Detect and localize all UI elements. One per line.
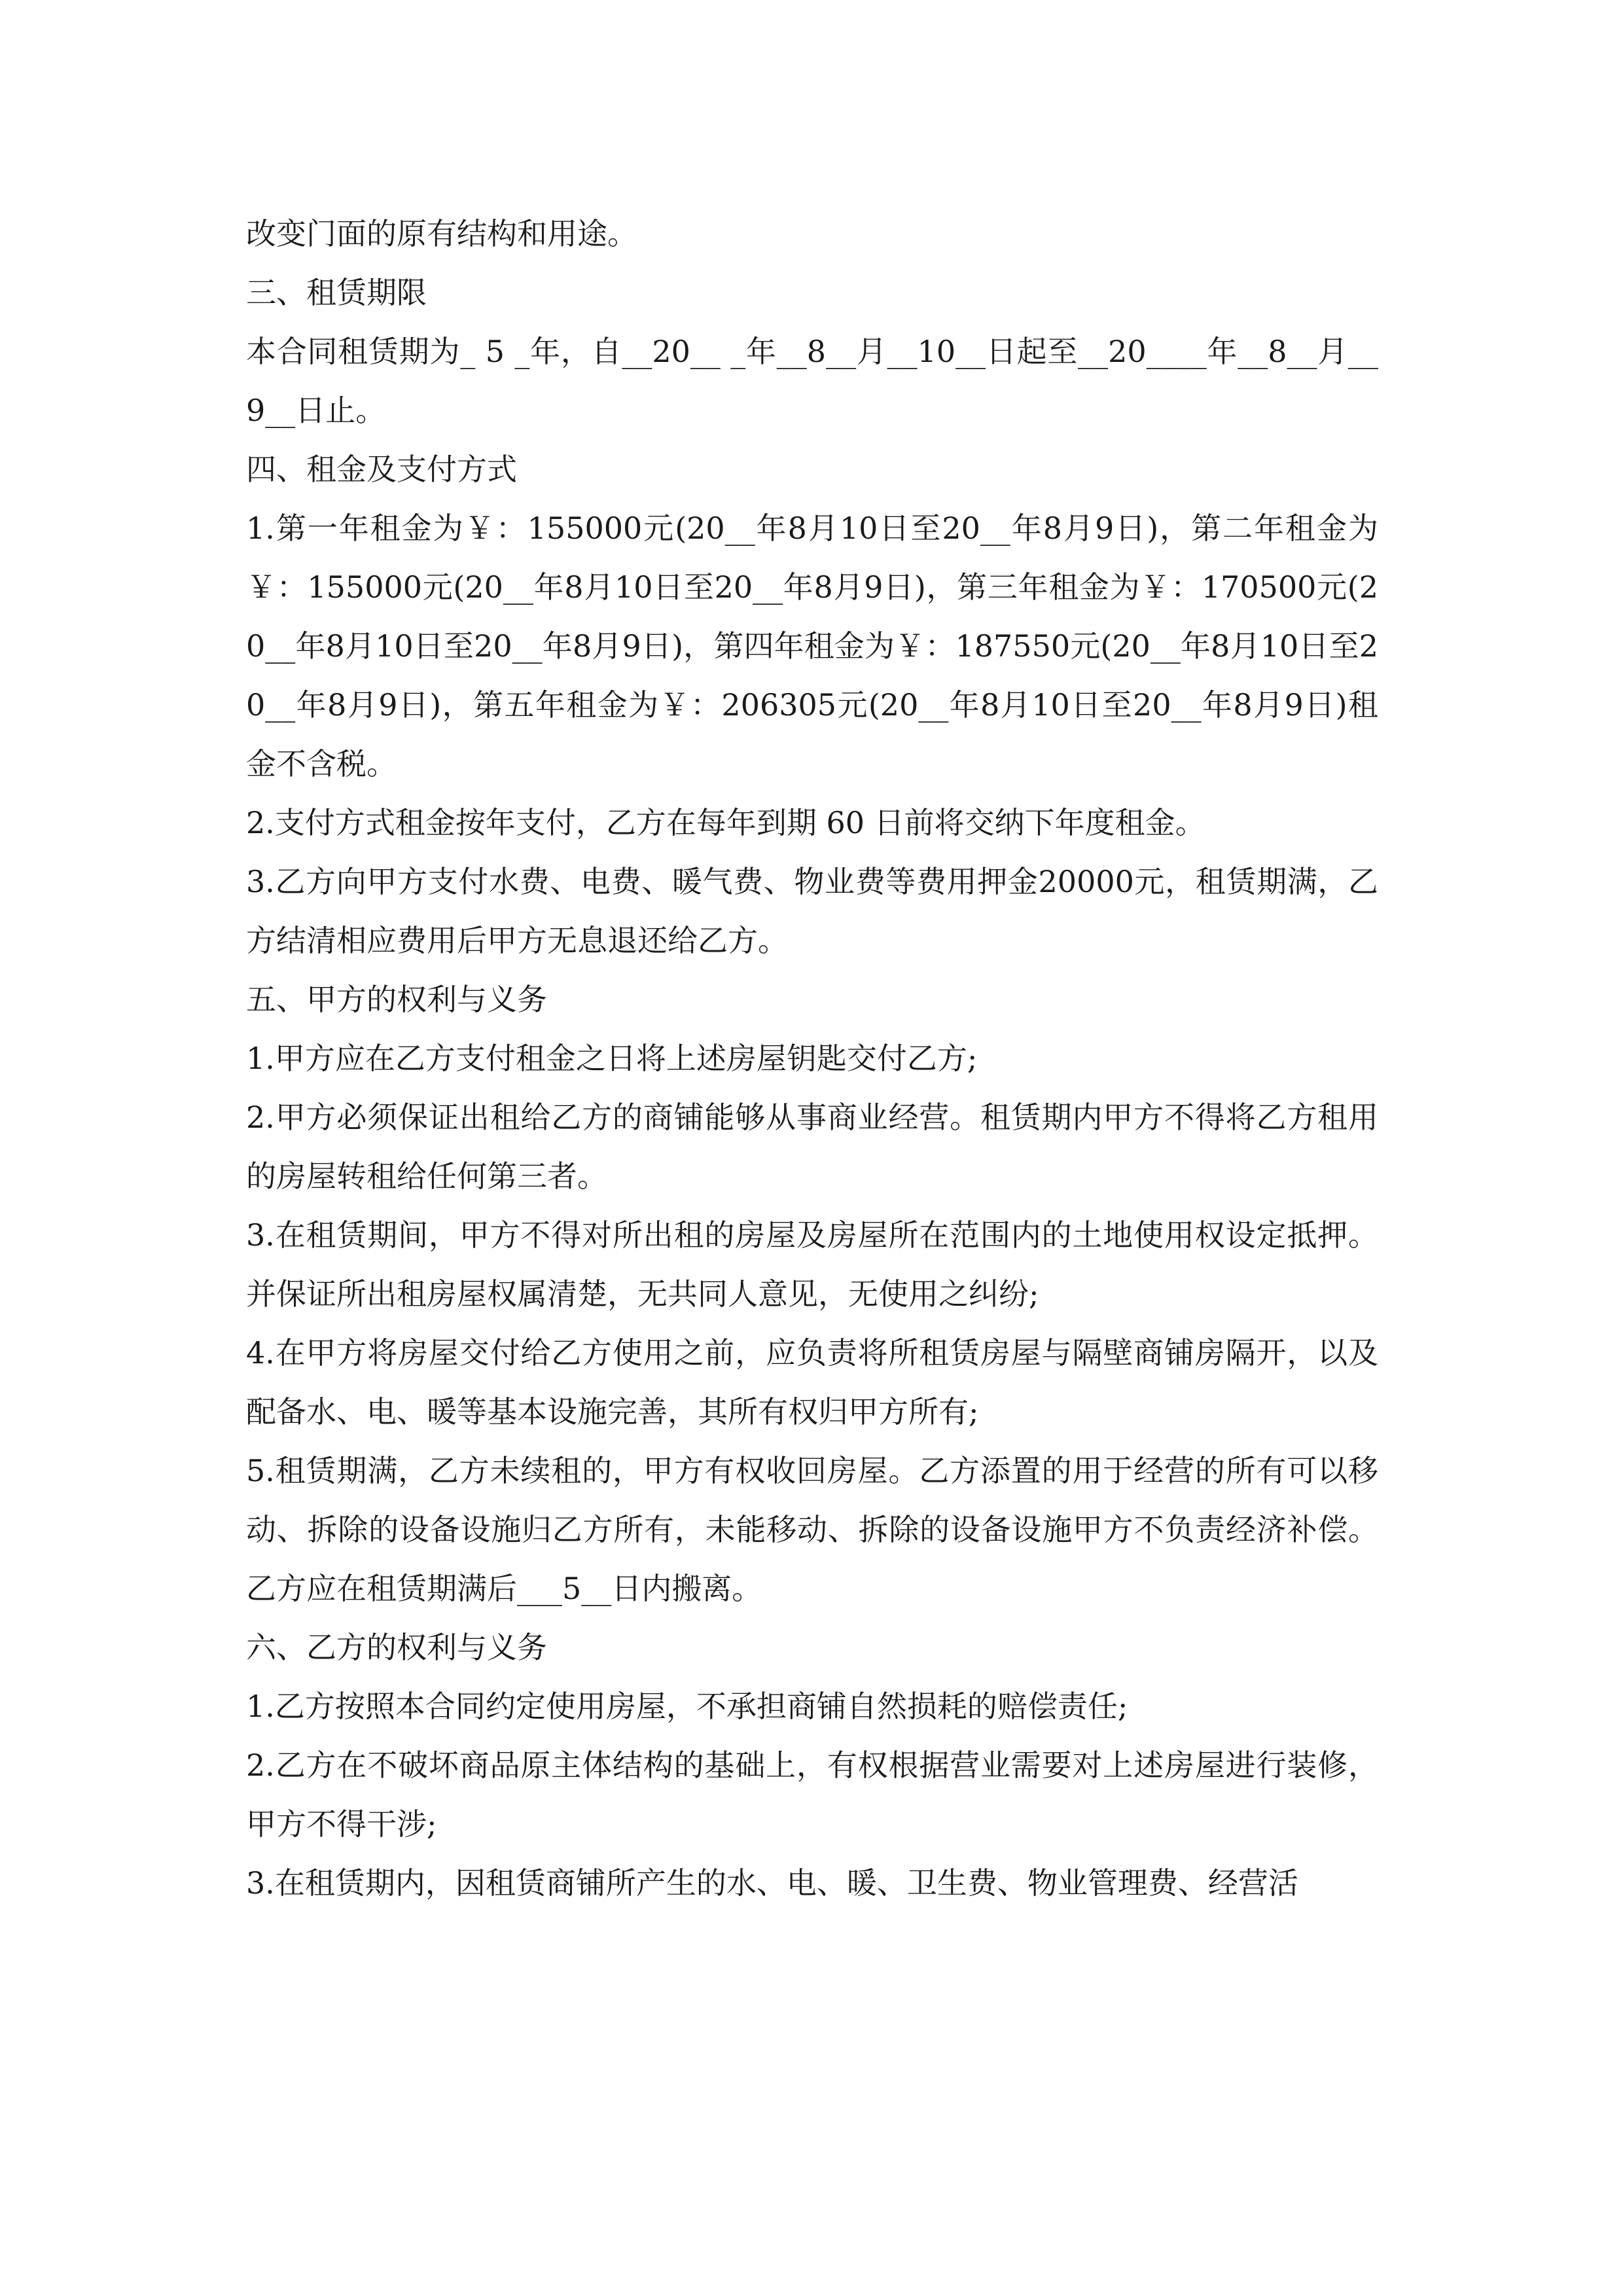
paragraph-rent-schedule: 1.第一年租金为￥：155000元(20__年8月10日至20__年8月9日)，第二年租金为￥：155000元(20__年8月10日至20__年8月9日)，第三年租金为￥：170500元(20__年8月10日至20__年8月9日)，第四年租金为￥：187550元(20__年8月10日至20__年8月9日)，第五年租金为￥：206305元(20__年8月10日至20__年8月9日)租金不含税。: [246, 511, 1378, 781]
paragraph-lessor-1: 1.甲方应在乙方支付租金之日将上述房屋钥匙交付乙方;: [246, 1041, 978, 1076]
section-heading-rent-payment: 四、租金及支付方式: [246, 452, 517, 487]
paragraph-lessor-2: 2.甲方必须保证出租给乙方的商铺能够从事商业经营。租赁期内甲方不得将乙方租用的房屋转租给任何第三者。: [246, 1100, 1378, 1194]
section-heading-lessee-rights: 六、乙方的权利与义务: [246, 1630, 547, 1665]
paragraph-deposit: 3.乙方向甲方支付水费、电费、暖气费、物业费等费用押金20000元，租赁期满，乙方结清相应费用后甲方无息退还给乙方。: [246, 864, 1378, 958]
paragraph-lease-term: 本合同租赁期为_ 5 _年，自__20__ _年__8__月__10__日起至__20____年__8__月__9__日止。: [246, 334, 1378, 428]
paragraph-payment-method: 2.支付方式租金按年支付，乙方在每年到期 60 日前将交纳下年度租金。: [246, 805, 1205, 840]
paragraph-lessee-1: 1.乙方按照本合同约定使用房屋，不承担商铺自然损耗的赔偿责任;: [246, 1689, 1128, 1724]
paragraph-lessee-2: 2.乙方在不破坏商品原主体结构的基础上，有权根据营业需要对上述房屋进行装修，甲方不得干涉;: [246, 1748, 1378, 1842]
document-body: [246, 204, 1378, 1912]
paragraph-lessor-4: 4.在甲方将房屋交付给乙方使用之前，应负责将所租赁房屋与隔壁商铺房隔开，以及配备水、电、暖等基本设施完善，其所有权归甲方所有;: [246, 1335, 1378, 1429]
paragraph-lessor-5: 5.租赁期满，乙方未续租的，甲方有权收回房屋。乙方添置的用于经营的所有可以移动、拆除的设备设施归乙方所有，未能移动、拆除的设备设施甲方不负责经济补偿。乙方应在租赁期满后___5__日内搬离。: [246, 1453, 1378, 1606]
section-heading-lease-term: 三、租赁期限: [246, 275, 427, 310]
paragraph-lessor-3: 3.在租赁期间，甲方不得对所出租的房屋及房屋所在范围内的土地使用权设定抵押。并保证所出租房屋权属清楚，无共同人意见，无使用之纠纷;: [246, 1217, 1378, 1312]
paragraph-lessee-3: 3.在租赁期内，因租赁商铺所产生的水、电、暖、卫生费、物业管理费、经营活: [246, 1865, 1298, 1901]
paragraph-continuation: 改变门面的原有结构和用途。: [246, 216, 637, 251]
section-heading-lessor-rights: 五、甲方的权利与义务: [246, 982, 547, 1017]
